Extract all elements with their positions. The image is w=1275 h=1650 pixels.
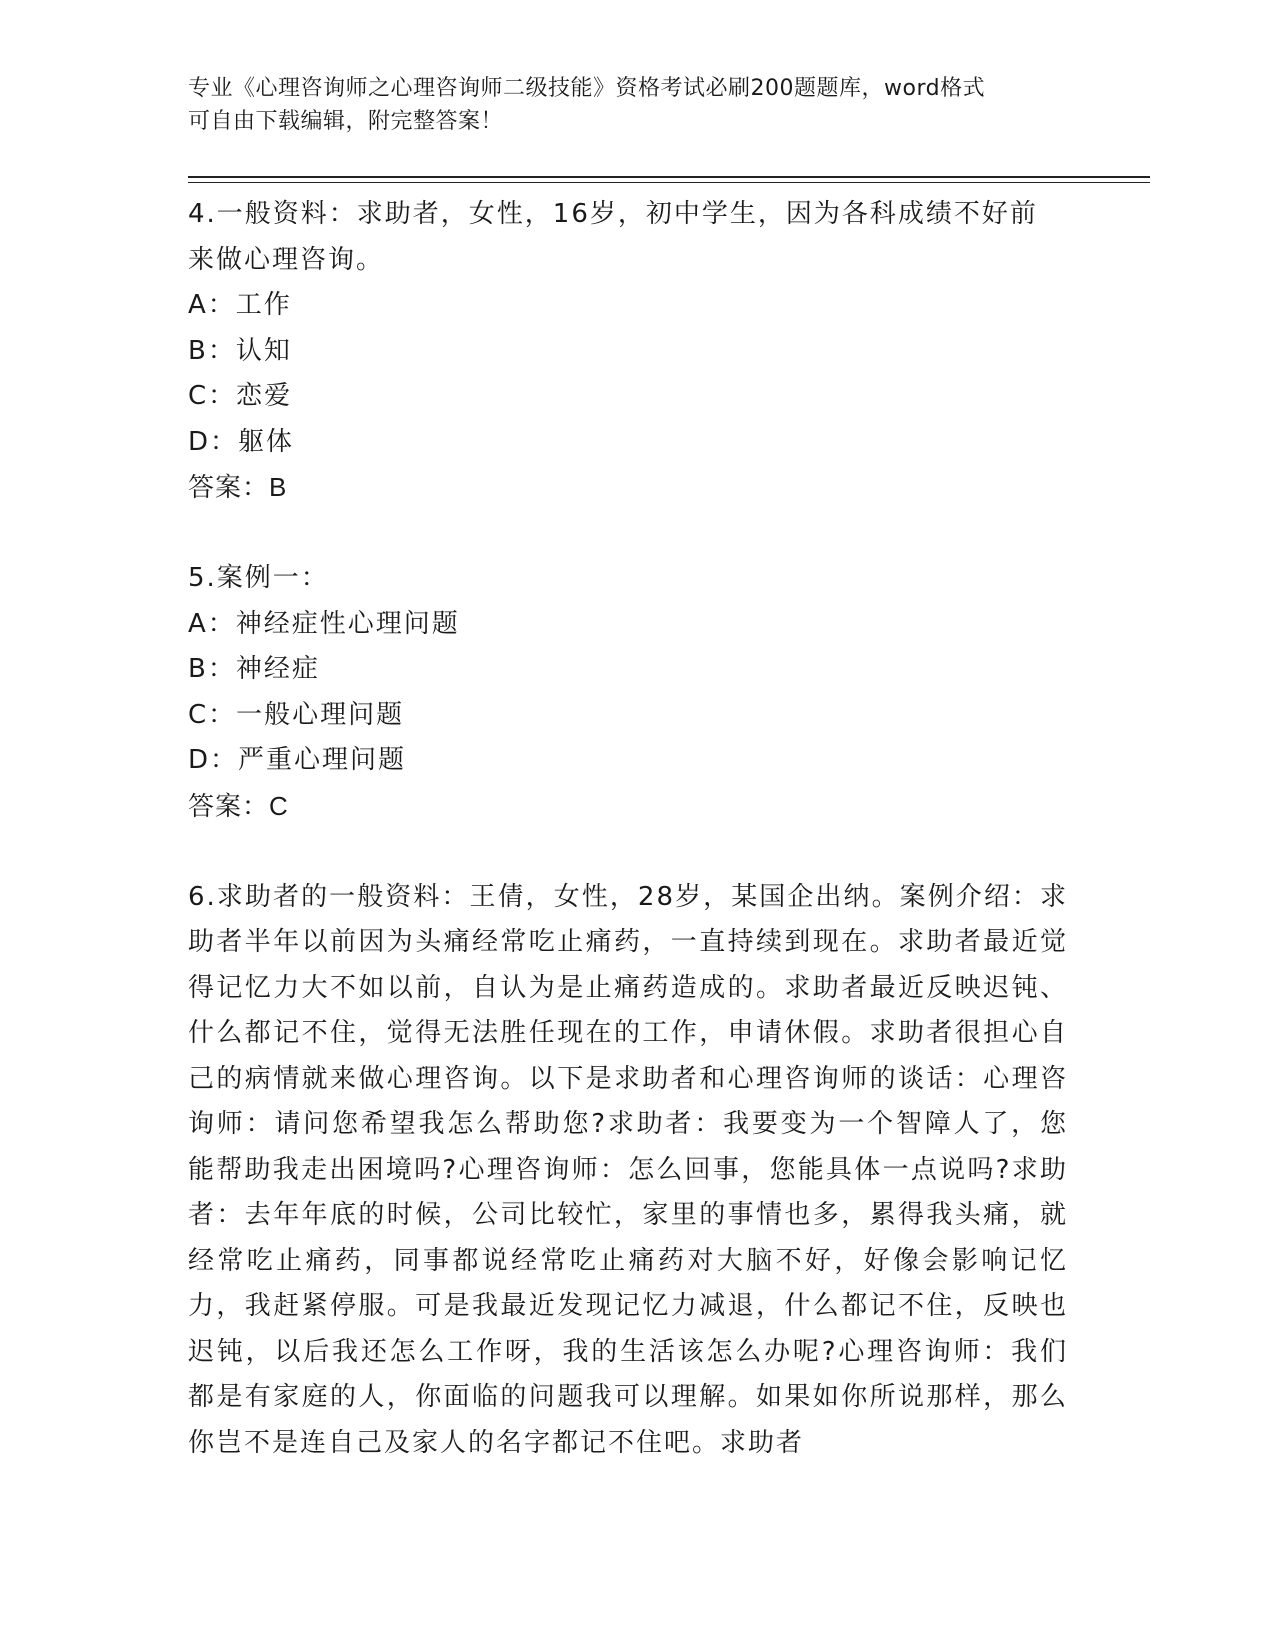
question-4-option-c: C：恋爱 — [188, 381, 293, 411]
header-title-line-1: 专业《心理咨询师之心理咨询师二级技能》资格考试必刷200题题库，word格式 — [188, 76, 986, 101]
question-4 — [188, 192, 1068, 511]
question-5 — [188, 556, 1068, 829]
question-5-option-a: A：神经症性心理问题 — [188, 608, 460, 639]
question-5-option-c: C：一般心理问题 — [188, 699, 405, 730]
header-divider-thin — [188, 182, 1150, 183]
document-header — [188, 72, 1068, 138]
question-5-option-b: B：神经症 — [188, 654, 320, 684]
header-title-line-2: 可自由下载编辑，附完整答案！ — [188, 109, 504, 134]
document-body — [188, 192, 1068, 1466]
question-4-answer: 答案：B — [188, 472, 288, 502]
question-6-paragraph: 6.求助者的一般资料：王倩，女性，28岁，某国企出纳。案例介绍：求助者半年以前因为头痛经常吃止痛药，一直持续到现在。求助者最近觉得记忆力大不如以前，自认为是止痛药造成的。求助者最近反映迟钝、什么都记不住，觉得无法胜任现在的工作，申请休假。求助者很担心自己的病情就来做心理咨询。以下是求助者和心理咨询师的谈话：心理咨询师：请问您希望我怎么帮助您?求助者：我要变为一个智障人了，您能帮助我走出困境吗?心理咨询师：怎么回事，您能具体一点说吗?求助者：去年年底的时候，公司比较忙，家里的事情也多，累得我头痛，就经常吃止痛药，同事都说经常吃止痛药对大脑不好，好像会影响记忆力，我赶紧停服。可是我最近发现记忆力减退，什么都记不住，反映也迟钝，以后我还怎么工作呀，我的生活该怎么办呢?心理咨询师：我们都是有家庭的人，你面临的问题我可以理解。如果如你所说那样，那么你岂不是连自己及家人的名字都记不住吧。求助者 — [188, 881, 1068, 1458]
question-5-answer: 答案：C — [188, 790, 289, 821]
question-5-stem: 5.案例一： — [188, 563, 329, 593]
question-4-stem-line-2: 来做心理咨询。 — [188, 244, 385, 275]
question-4-stem-line-1: 4.一般资料：求助者，女性，16岁，初中学生，因为各科成绩不好前 — [188, 199, 1038, 229]
header-divider-thick — [188, 176, 1150, 178]
question-5-option-d: D：严重心理问题 — [188, 745, 407, 775]
question-4-option-d: D：躯体 — [188, 426, 295, 457]
question-6 — [188, 875, 1068, 1467]
question-4-option-a: A：工作 — [188, 290, 292, 320]
spacer — [188, 829, 1068, 875]
question-4-option-b: B：认知 — [188, 335, 292, 366]
spacer — [188, 511, 1068, 557]
